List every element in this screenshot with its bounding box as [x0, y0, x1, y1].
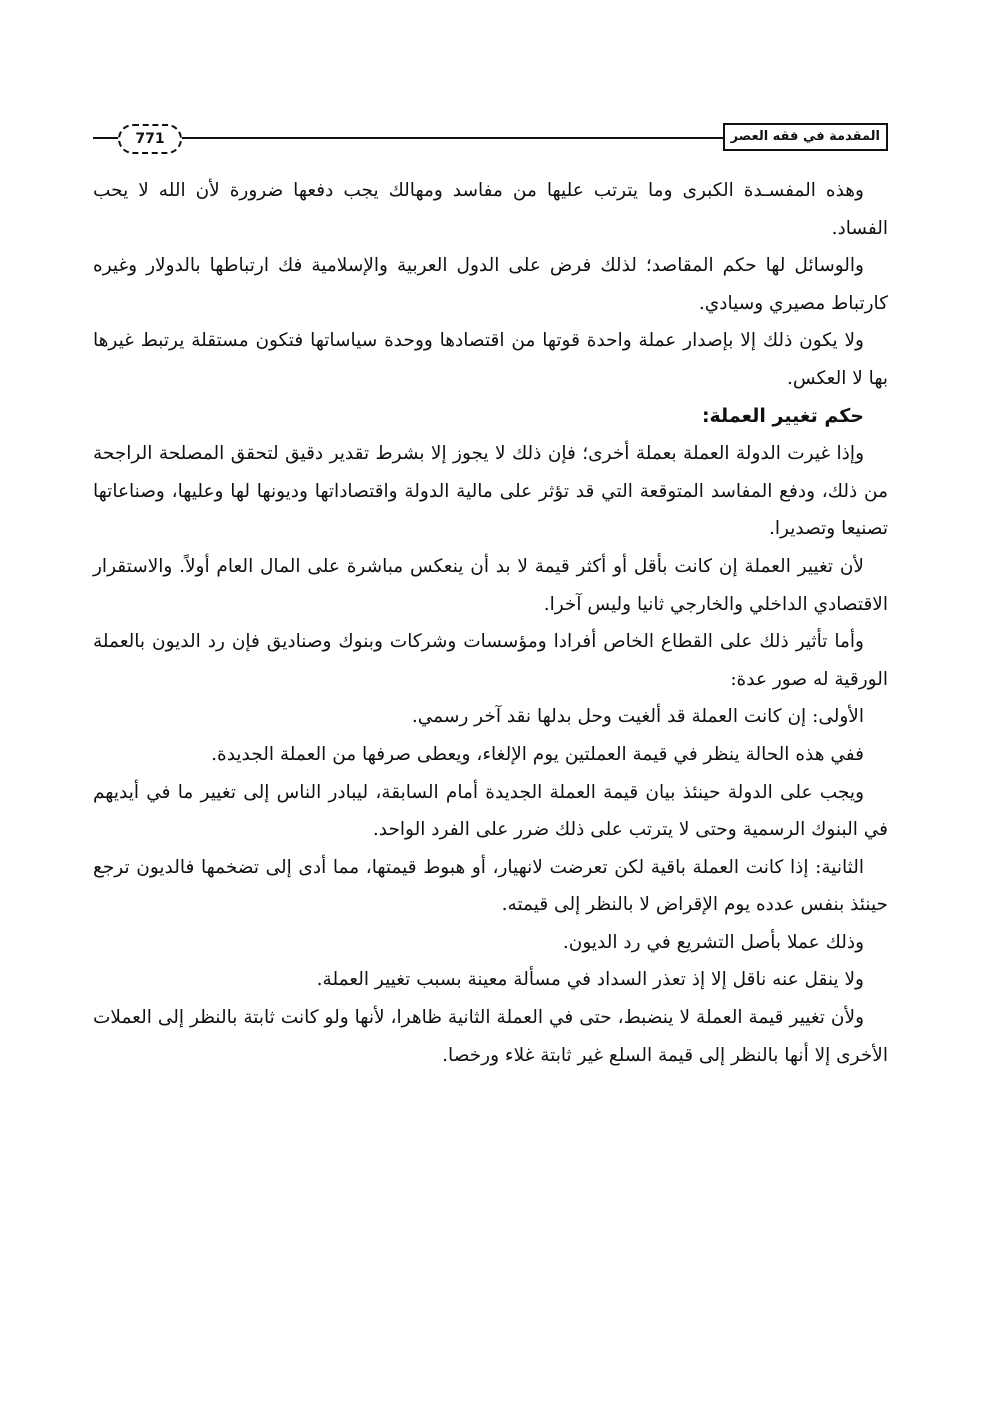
paragraph: ولأن تغيير قيمة العملة لا ينضبط، حتى في العملة الثانية ظاهرا، لأنها ولو كانت ثابتة بالنظر إلى العملات الأخرى إلا أنها بالنظر إلى قيمة السلع غير ثابتة غلاء ورخصا.	[93, 1007, 888, 1066]
paragraph: ويجب على الدولة حينئذ بيان قيمة العملة الجديدة أمام السابقة، ليبادر الناس إلى تغيير ما في أيديهم في البنوك الرسمية وحتى لا يترتب على ذلك ضرر على الفرد الواحد.	[93, 781, 888, 841]
paragraph: وذلك عملا بأصل التشريع في رد الديون.	[562, 931, 864, 953]
paragraph: لأن تغيير العملة إن كانت بأقل أو أكثر قيمة لا بد أن ينعكس مباشرة على المال العام أولاً. والاستقرار الاقتصادي الداخلي والخارجي ثانيا وليس آخرا.	[93, 555, 888, 615]
paragraph: ولا يكون ذلك إلا بإصدار عملة واحدة قوتها من اقتصادها ووحدة سياساتها فتكون مستقلة يرتبط غيرها بها لا العكس.	[93, 330, 888, 389]
body-text	[93, 172, 888, 1074]
paragraph: والوسائل لها حكم المقاصد؛ لذلك فرض على الدول العربية والإسلامية فك ارتباطها بالدولار وغيره كارتباط مصيري وسيادي.	[93, 255, 888, 314]
paragraph: ففي هذه الحالة ينظر في قيمة العملتين يوم الإلغاء، ويعطى صرفها من العملة الجديدة.	[211, 743, 864, 765]
paragraph: وإذا غيرت الدولة العملة بعملة أخرى؛ فإن ذلك لا يجوز إلا بشرط تقدير دقيق لتحقق المصلحة الراجحة من ذلك، ودفع المفاسد المتوقعة التي قد تؤثر على مالية الدولة واقتصاداتها وديونها لها وعليها، وصناعاتها تصنيعا وتصديرا.	[93, 443, 888, 540]
section-heading: حكم تغيير العملة:	[701, 404, 864, 427]
paragraph: وهذه المفسـدة الكبرى وما يترتب عليها من مفاسد ومهالك يجب دفعها ضرورة لأن الله لا يحب الفساد.	[93, 180, 888, 239]
paragraph: الأولى: إن كانت العملة قد ألغيت وحل بدلها نقد آخر رسمي.	[411, 706, 864, 728]
paragraph: الثانية: إذا كانت العملة باقية لكن تعرضت لانهيار، أو هبوط قيمتها، مما أدى إلى تضخمها فالديون ترجع حينئذ بنفس عدده يوم الإقراض لا بالنظر إلى قيمته.	[93, 856, 888, 916]
paragraph: ولا ينقل عنه ناقل إلا إذ تعذر السداد في مسألة معينة بسبب تغيير العملة.	[316, 969, 864, 991]
running-header-title: المقدمة في فقه العصر	[723, 123, 888, 151]
page-number: 771	[118, 124, 182, 154]
paragraph: وأما تأثير ذلك على القطاع الخاص أفرادا ومؤسسات وشركات وبنوك وصناديق فإن رد الديون بالعملة الورقية له صور عدة:	[93, 631, 888, 690]
